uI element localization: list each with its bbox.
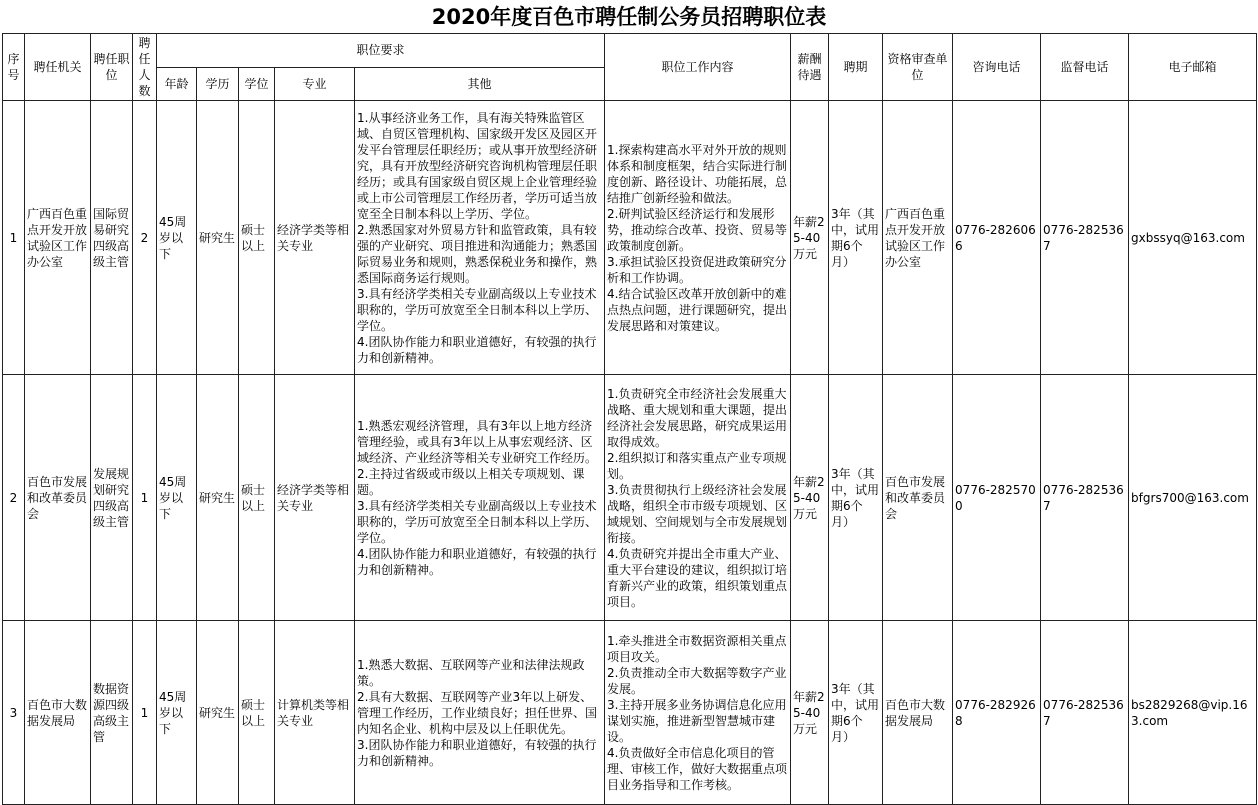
- cell-count: 2: [133, 101, 157, 375]
- cell-other: 1.从事经济业务工作，具有海关特殊监管区域、自贸区管理机构、国家级开发区及园区开发平台管理层任职经历；或从事开放型经济研究，具有开放型经济研究咨询机构管理层任职经历；或具有国家级自贸区规上企业管理经验或上市公司管理层工作经历者，学历可适当放宽至全日制本科以上学历、学位。 2.熟悉国家对外贸易方针和监管政策，具有较强的产业研究、项目推进和沟通能力；熟悉国际贸易业务和规则，熟悉保税业务和操作，熟悉国际商务运行规则。 3.具有经济学类相关专业副高级以上专业技术职称的，学历可放宽至全日制本科以上学历、学位。 4.团队协作能力和职业道德好，有较强的执行力和创新精神。: [355, 101, 605, 375]
- cell-seq: 2: [3, 375, 25, 621]
- cell-duties: 1.负责研究全市经济社会发展重大战略、重大规划和重大课题，提出经济社会发展思路，研究成果运用取得成效。 2.组织拟订和落实重点产业专项规划。 3.负责贯彻执行上级经济社会发展战略，组织全市市级专项规划、区域规划、空间规划与全市发展规划衔接。 4.负责研究并提出全市重大产业、重大平台建设的建议，组织拟订培育新兴产业的政策，组织策划重点项目。: [605, 375, 791, 621]
- header-other: 其他: [355, 67, 605, 101]
- cell-education: 研究生: [197, 101, 239, 375]
- cell-supervise-phone: 0776-2825367: [1041, 375, 1129, 621]
- cell-agency: 广西百色重点开发开放试验区工作办公室: [25, 101, 91, 375]
- cell-education: 研究生: [197, 621, 239, 805]
- cell-email[interactable]: bs2829268@vip.163.com: [1129, 621, 1257, 805]
- cell-degree: 硕士以上: [239, 621, 275, 805]
- cell-salary: 年薪25-40万元: [791, 101, 829, 375]
- cell-duties: 1.牵头推进全市数据资源相关重点项目攻关。 2.负责推动全市大数据等数字产业发展。 3.主持开展多业务协调信息化应用谋划实施，推进新型智慧城市建设。 4.负责做好全市信息化项目的管理、审核工作，做好大数据重点项目业务指导和工作考核。: [605, 621, 791, 805]
- cell-other: 1.熟悉宏观经济管理，具有3年以上地方经济管理经验，或具有3年以上从事宏观经济、区域经济、产业经济等相关专业研究工作经历。 2.主持过省级或市级以上相关专项规划、课题。 3.具有经济学类相关专业副高级以上专业技术职称的，学历可放宽至全日制本科以上学历、学位。 4.团队协作能力和职业道德好，有较强的执行力和创新精神。: [355, 375, 605, 621]
- header-supervise-phone: 监督电话: [1041, 34, 1129, 101]
- header-email: 电子邮箱: [1129, 34, 1257, 101]
- cell-salary: 年薪25-40万元: [791, 375, 829, 621]
- cell-email[interactable]: gxbssyq@163.com: [1129, 101, 1257, 375]
- cell-position: 国际贸易研究四级高级主管: [91, 101, 133, 375]
- cell-age: 45周岁以下: [157, 101, 197, 375]
- cell-age: 45周岁以下: [157, 621, 197, 805]
- header-duties: 职位工作内容: [605, 34, 791, 101]
- cell-agency: 百色市发展和改革委员会: [25, 375, 91, 621]
- cell-consult-phone: 0776-2829268: [953, 621, 1041, 805]
- cell-duties: 1.探索构建高水平对外开放的规则体系和制度框架，结合实际进行制度创新、路径设计、功能拓展，总结推广创新经验和做法。 2.研判试验区经济运行和发展形势，推动综合改革、投资、贸易等政策制度创新。 3.承担试验区投资促进政策研究分析和工作协调。 4.结合试验区改革开放创新中的难点热点问题，进行课题研究，提出发展思路和对策建议。: [605, 101, 791, 375]
- cell-major: 计算机类等相关专业: [275, 621, 355, 805]
- header-seq: 序号: [3, 34, 25, 101]
- cell-email[interactable]: bfgrs700@163.com: [1129, 375, 1257, 621]
- header-count: 聘任人数: [133, 34, 157, 101]
- header-salary: 薪酬待遇: [791, 34, 829, 101]
- header-consult-phone: 咨询电话: [953, 34, 1041, 101]
- cell-seq: 3: [3, 621, 25, 805]
- header-position: 聘任职位: [91, 34, 133, 101]
- cell-consult-phone: 0776-2826066: [953, 101, 1041, 375]
- page-title: 2020年度百色市聘任制公务员招聘职位表: [431, 5, 827, 29]
- cell-review: 百色市发展和改革委员会: [883, 375, 953, 621]
- header-row-1: [3, 34, 1257, 68]
- cell-degree: 硕士以上: [239, 101, 275, 375]
- header-education: 学历: [197, 67, 239, 101]
- cell-salary: 年薪25-40万元: [791, 621, 829, 805]
- cell-major: 经济学类等相关专业: [275, 375, 355, 621]
- positions-table: [2, 33, 1257, 805]
- table-row: [3, 101, 1257, 375]
- cell-major: 经济学类等相关专业: [275, 101, 355, 375]
- cell-term: 3年（其中，试用期6个月）: [829, 375, 883, 621]
- cell-agency: 百色市大数据发展局: [25, 621, 91, 805]
- table-row: [3, 375, 1257, 621]
- header-term: 聘期: [829, 34, 883, 101]
- header-major: 专业: [275, 67, 355, 101]
- cell-education: 研究生: [197, 375, 239, 621]
- cell-supervise-phone: 0776-2825367: [1041, 621, 1129, 805]
- cell-degree: 硕士以上: [239, 375, 275, 621]
- header-review: 资格审查单位: [883, 34, 953, 101]
- header-degree: 学位: [239, 67, 275, 101]
- cell-position: 数据资源四级高级主管: [91, 621, 133, 805]
- cell-other: 1.熟悉大数据、互联网等产业和法律法规政策。 2.具有大数据、互联网等产业3年以上研发、管理工作经历，工作业绩良好；担任世界、国内知名企业、机构中层及以上任职优先。 3.团队协作能力和职业道德好，有较强的执行力和创新精神。: [355, 621, 605, 805]
- cell-supervise-phone: 0776-2825367: [1041, 101, 1129, 375]
- header-agency: 聘任机关: [25, 34, 91, 101]
- cell-review: 广西百色重点开发开放试验区工作办公室: [883, 101, 953, 375]
- cell-term: 3年（其中，试用期6个月）: [829, 621, 883, 805]
- cell-review: 百色市大数据发展局: [883, 621, 953, 805]
- cell-consult-phone: 0776-2825700: [953, 375, 1041, 621]
- cell-term: 3年（其中，试用期6个月）: [829, 101, 883, 375]
- header-age: 年龄: [157, 67, 197, 101]
- cell-age: 45周岁以下: [157, 375, 197, 621]
- header-requirements: 职位要求: [157, 34, 605, 68]
- cell-count: 1: [133, 621, 157, 805]
- cell-seq: 1: [3, 101, 25, 375]
- cell-count: 1: [133, 375, 157, 621]
- table-row: [3, 621, 1257, 805]
- cell-position: 发展规划研究四级高级主管: [91, 375, 133, 621]
